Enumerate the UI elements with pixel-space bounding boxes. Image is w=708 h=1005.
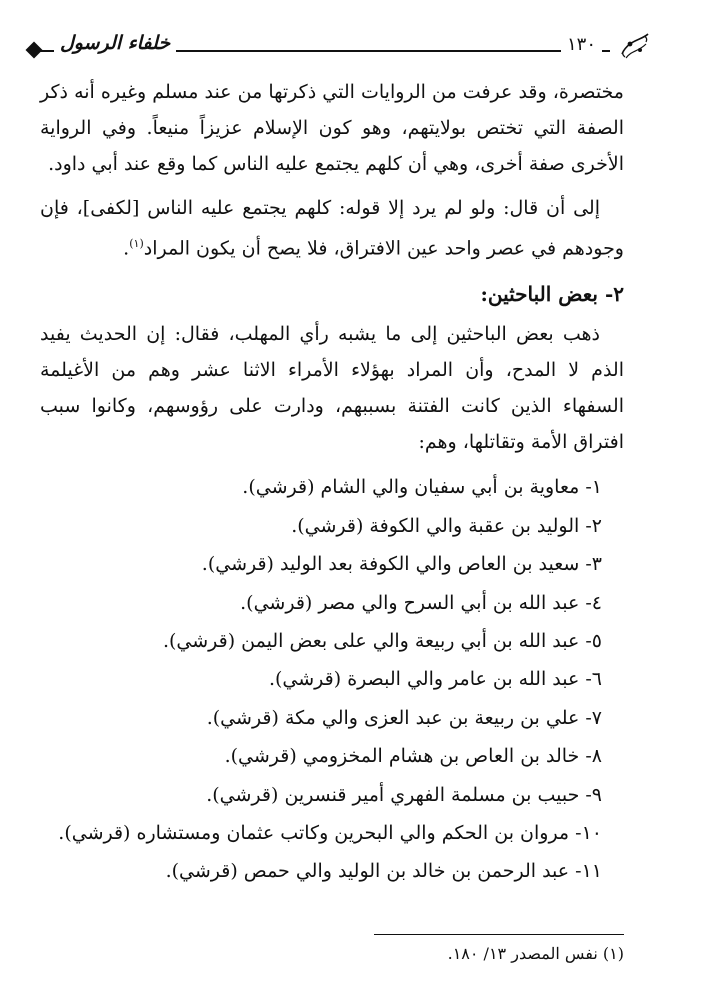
list-item: ١٠- مروان بن الحكم والي البحرين وكاتب عثمان ومستشاره (قرشي).	[58, 821, 602, 844]
list-item: ١- معاوية بن أبي سفيان والي الشام (قرشي).	[242, 476, 602, 499]
diamond-ornament-icon	[26, 42, 43, 59]
book-title: خلفاء الرسول	[54, 32, 176, 54]
paragraph-3: ذهب بعض الباحثين إلى ما يشبه رأي المهلب، فقال: إن الحديث يفيد الذم لا المدح، وأن المراد بهؤلاء الأمراء الاثنا عشر وهم من الأغيلمة السفهاء الذين كانت الفتنة بسببهم، ودارت على رؤوسهم، وكانوا سبب افتراق الأمة وتقاتلها، وهم:	[40, 323, 624, 454]
footnote: (١) نفس المصدر ١٣/ ١٨٠.	[447, 944, 624, 963]
list-item: ١١- عبد الرحمن بن خالد بن الوليد والي حمص (قرشي).	[165, 860, 602, 883]
footnote-rule	[374, 934, 624, 935]
paragraph-1: مختصرة، وقد عرفت من الروايات التي ذكرتها من عند مسلم وغيره أنه ذكر الصفة التي تختص بولايتهم، وهو كون الإسلام عزيزاً منيعاً. وفي الرواية الأخرى صفة أخرى، وهي أن كلهم يجتمع عليه الناس كما وقع عند أبي داود.	[40, 81, 624, 175]
page-header	[28, 28, 680, 68]
footnote-ref: (١)	[129, 237, 144, 250]
paragraph-2-text: إلى أن قال: ولو لم يرد إلا قوله: كلهم يجتمع عليه الناس [لكفى]، فإن وجودهم في عصر واحد عين الافتراق، فلا يصح أن يكون المراد	[40, 197, 624, 260]
page-number: ١٣٠	[561, 34, 602, 55]
page-body	[40, 74, 624, 891]
floral-ornament-icon	[618, 30, 652, 62]
section-heading: ٢- بعض الباحثين:	[480, 282, 624, 307]
list-item: ٢- الوليد بن عقبة والي الكوفة (قرشي).	[291, 514, 602, 537]
list-item: ٨- خالد بن العاص بن هشام المخزومي (قرشي).	[224, 745, 602, 768]
list-item: ٧- علي بن ربيعة بن عبد العزى والي مكة (قرشي).	[206, 706, 602, 729]
list-item: ٥- عبد الله بن أبي ربيعة والي على بعض اليمن (قرشي).	[162, 629, 602, 652]
list-item: ٤- عبد الله بن أبي السرح والي مصر (قرشي).	[240, 591, 602, 614]
governors-list	[40, 468, 624, 890]
list-item: ٣- سعيد بن العاص والي الكوفة بعد الوليد (قرشي).	[201, 553, 602, 576]
paragraph-2: إلى أن قال: ولو لم يرد إلا قوله: كلهم يجتمع عليه الناس [لكفى]، فإن وجودهم في عصر واحد عين الافتراق، فلا يصح أن يكون المراد$^{(١)}$.	[40, 197, 624, 260]
list-item: ٩- حبيب بن مسلمة الفهري أمير قنسرين (قرشي).	[206, 783, 602, 806]
list-item: ٦- عبد الله بن عامر والي البصرة (قرشي).	[268, 668, 602, 691]
